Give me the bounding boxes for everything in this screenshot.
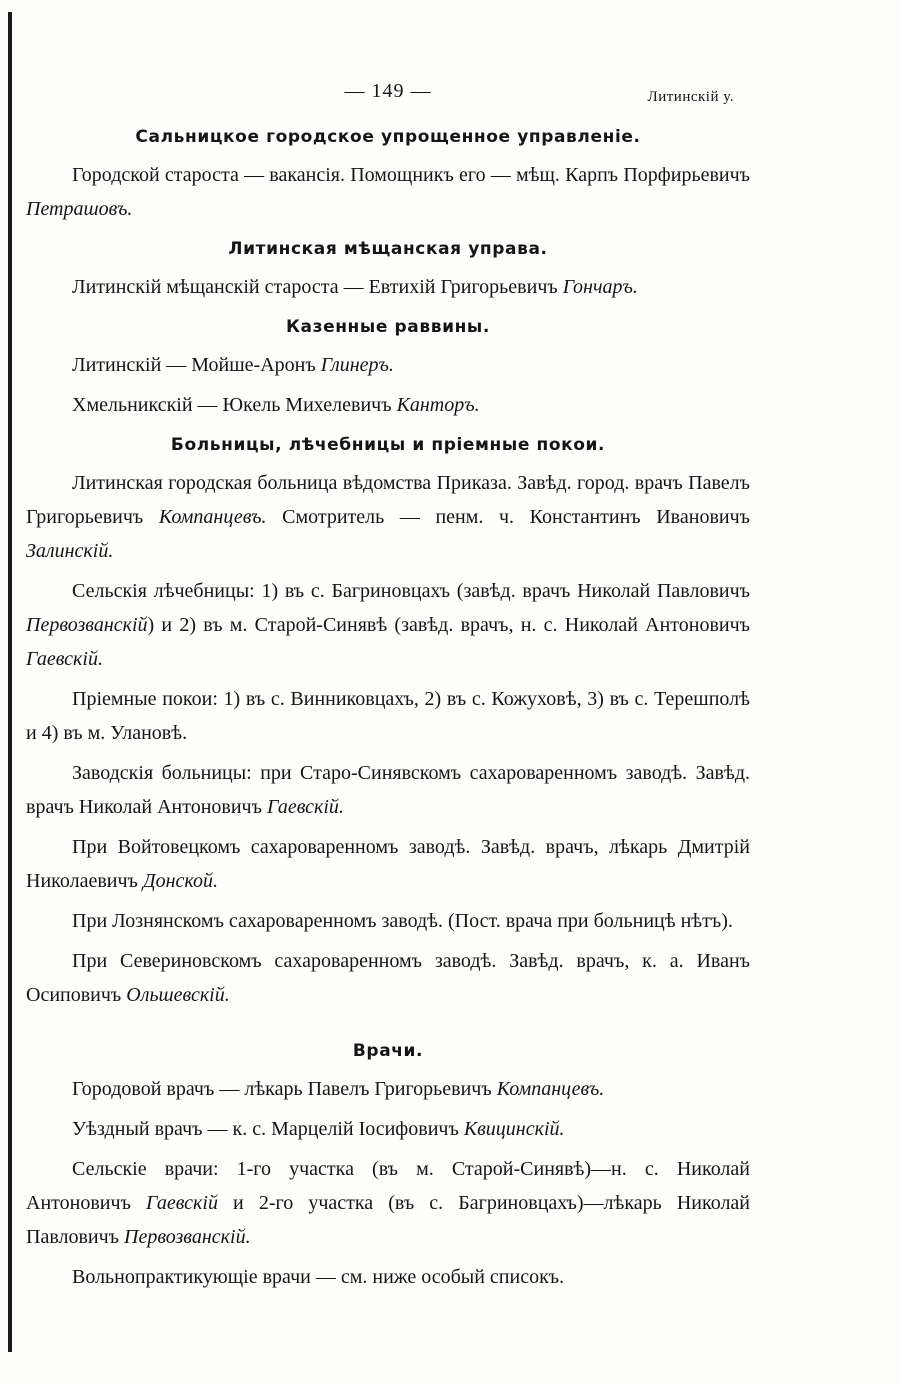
paragraph: Уѣздный врачъ — к. с. Марцелiй Iосифовичъ Квицинскiй. [72,1118,565,1140]
paragraph: Сельскiя лѣчебницы: 1) въ с. Багриновцахъ (завѣд. врачъ Николай Павловичъ Первозванскiй) и 2) въ м. Старой-Синявѣ (завѣд. врачъ, н. с. Николай Антоновичъ Гаевскiй. [26,580,750,670]
paragraph: При Войтовецкомъ сахароваренномъ заводѣ. Завѣд. врачъ, лѣкарь Дмитрiй Николаевичъ Донской. [26,836,750,892]
margin-rule [8,12,12,1352]
paragraph: Литинскiй — Мойше-Аронъ Глинеръ. [72,354,394,376]
paragraph: Городовой врачъ — лѣкарь Павелъ Григорьевичъ Компанцевъ. [72,1078,605,1100]
paragraph: Прiемные покои: 1) въ с. Винниковцахъ, 2) въ с. Кожуховѣ, 3) въ с. Терешполѣ и 4) въ м. Улановѣ. [26,688,750,744]
paragraph: Литинская городская больница вѣдомства Приказа. Завѣд. город. врачъ Павелъ Григорьевичъ Компанцевъ. Смотритель — пенм. ч. Константинъ Ивановичъ Залинскiй. [26,472,750,562]
paragraph: Литинскiй мѣщанскiй староста — Евтихiй Григорьевичъ Гончаръ. [72,276,638,298]
document-page [26,74,750,1300]
section-title-hospitals: Больницы, лѣчебницы и прiемные покои. [170,435,606,455]
section-title-salnitsa: Сальницкое городское упрощенное управленiе. [135,127,641,147]
running-head [26,74,750,114]
section-title-doctors: Врачи. [352,1041,424,1061]
section-title-litin-uprava: Литинская мѣщанская управа. [228,239,548,259]
paragraph: Городской староста — вакансiя. Помощникъ его — мѣщ. Карпъ Порфирьевичъ Петрашовъ. [26,164,750,220]
district-header: Литинскiй у. [647,89,734,105]
paragraph: Вольнопрактикующiе врачи — см. ниже особый списокъ. [72,1266,565,1288]
paragraph: Сельскiе врачи: 1-го участка (въ м. Старой-Синявѣ)—н. с. Николай Антоновичъ Гаевскiй и 2-го участка (въ с. Багриновцахъ)—лѣкарь Николай Павловичъ Первозванскiй. [26,1158,751,1248]
page-number: — 149 — [344,80,432,102]
paragraph: Заводскiя больницы: при Старо-Синявскомъ сахароваренномъ заводѣ. Завѣд. врачъ Николай Антоновичъ Гаевскiй. [26,762,750,818]
paragraph: При Севериновскомъ сахароваренномъ заводѣ. Завѣд. врачъ, к. а. Иванъ Осиповичъ Ольшевскiй. [26,950,750,1006]
section-title-rabbis: Казенные раввины. [286,317,490,337]
paragraph: При Лознянскомъ сахароваренномъ заводѣ. (Пост. врача при больницѣ нѣтъ). [72,910,733,932]
paragraph: Хмельникскiй — Юкель Михелевичъ Канторъ. [72,394,480,416]
